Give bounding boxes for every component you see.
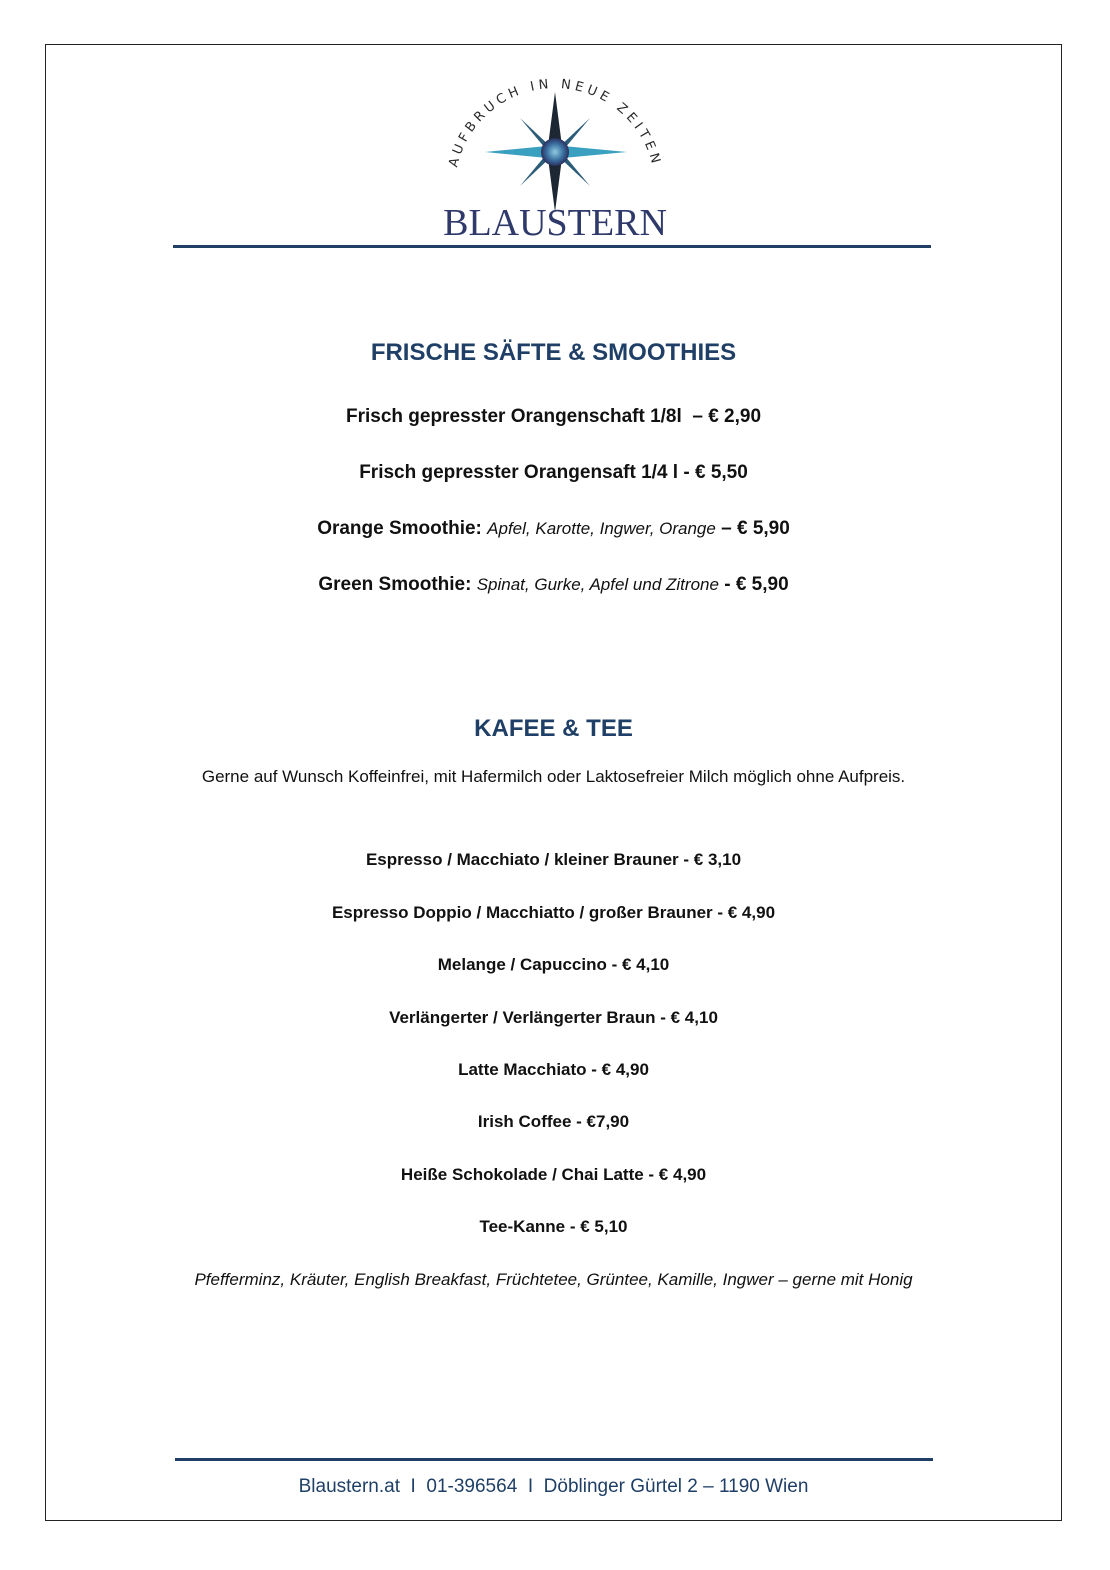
menu-item: Heiße Schokolade / Chai Latte - € 4,90 [400, 1165, 707, 1184]
footer-divider [175, 1458, 933, 1461]
item-separator: – [681, 406, 703, 427]
logo-wordmark: BLAUSTERN [443, 202, 667, 242]
menu-item: Melange / Capuccino - € 4,10 [437, 955, 670, 974]
menu-item: Verlängerter / Verlängerter Braun - € 4,10 [389, 1008, 718, 1027]
footer-contact: Blaustern.at I 01-396564 I Döblinger Gürtel 2 – 1190 Wien [298, 1476, 809, 1497]
item-separator: – [715, 518, 732, 539]
menu-item [45, 574, 1062, 596]
item-price: € 5,90 [735, 574, 789, 595]
item-separator: - [678, 462, 690, 483]
tea-varieties: Pfefferminz, Kräuter, English Breakfast, Früchtetee, Grüntee, Kamille, Ingwer – gerne mit Honig [194, 1270, 913, 1289]
logo-arc-text: AUFBRUCH IN NEUE ZEITEN [446, 76, 664, 169]
menu-item [45, 406, 1062, 428]
menu-item: Espresso Doppio / Macchiatto / großer Brauner - € 4,90 [331, 903, 776, 922]
menu-item [45, 518, 1062, 540]
item-name: Frisch gepresster Orangenschaft 1/8l [345, 406, 682, 427]
item-description: Apfel, Karotte, Ingwer, Orange [487, 519, 716, 538]
item-name: Orange Smoothie: [317, 518, 482, 539]
item-name: Green Smoothie: [318, 574, 472, 595]
section-title-coffee: KAFEE & TEE [474, 715, 633, 742]
menu-item: Irish Coffee - €7,90 [477, 1112, 630, 1131]
blaustern-logo [440, 70, 670, 242]
item-price: € 5,90 [736, 518, 790, 539]
compass-star-icon [485, 92, 627, 212]
menu-item: Espresso / Macchiato / kleiner Brauner - € 3,10 [365, 850, 742, 869]
section-title-juices: FRISCHE SÄFTE & SMOOTHIES [370, 339, 737, 366]
menu-item: Tee-Kanne - € 5,10 [479, 1217, 628, 1236]
menu-item: Latte Macchiato - € 4,90 [458, 1060, 649, 1079]
item-price: € 2,90 [708, 406, 762, 427]
item-description: Spinat, Gurke, Apfel und Zitrone [476, 575, 719, 594]
menu-item [45, 462, 1062, 484]
coffee-note: Gerne auf Wunsch Koffeinfrei, mit Hafermilch oder Laktosefreier Milch möglich ohne Aufpreis. [201, 767, 906, 786]
item-price: € 5,50 [694, 462, 748, 483]
item-separator: - [718, 574, 731, 595]
header-divider [173, 245, 931, 248]
item-name: Frisch gepresster Orangensaft 1/4 l [359, 462, 679, 483]
